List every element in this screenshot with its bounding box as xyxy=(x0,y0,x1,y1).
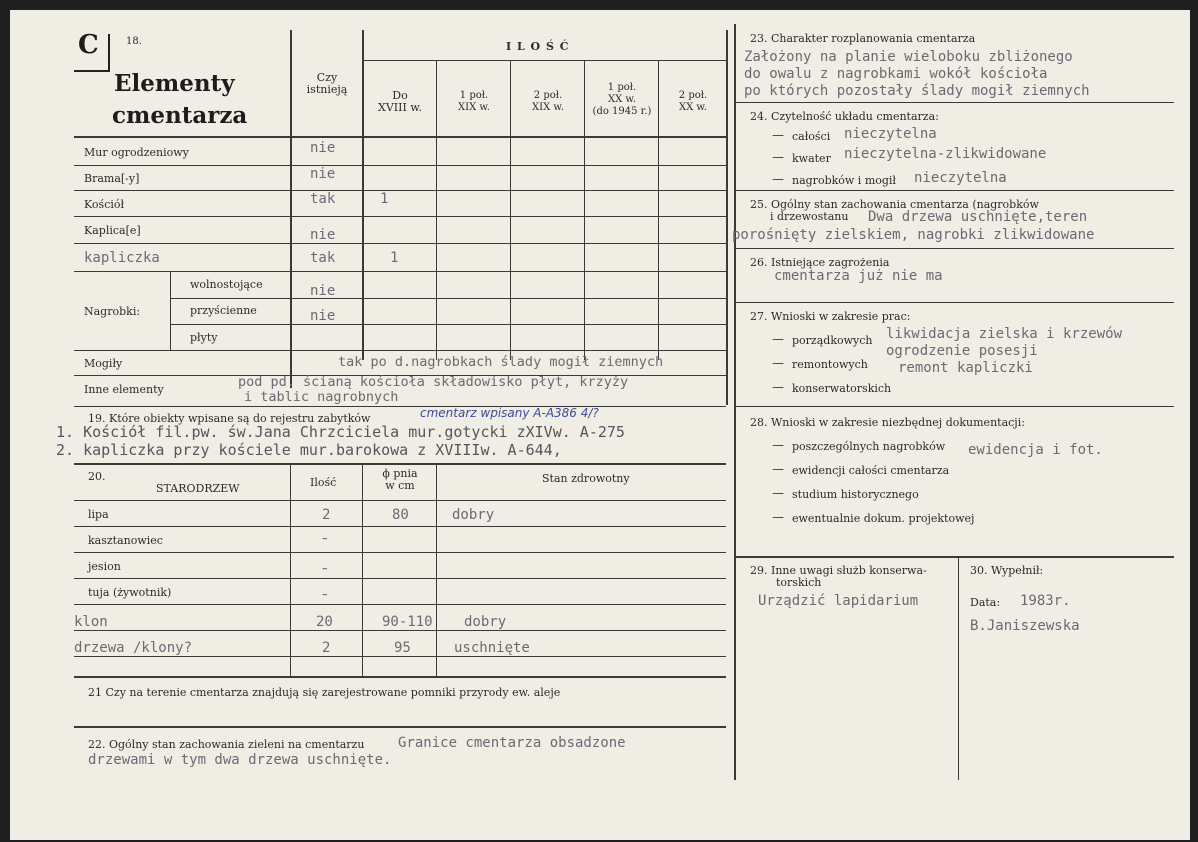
row-label-kaplica: Kaplica[e] xyxy=(84,224,141,237)
grid-line xyxy=(362,60,726,61)
kwater-value: nieczytelna-zlikwidowane xyxy=(844,146,1047,162)
value-kosciol-exists: tak xyxy=(310,191,336,207)
starodrzew-header: STARODRZEW xyxy=(156,482,240,495)
grid-line xyxy=(726,30,728,405)
row-line xyxy=(74,552,726,553)
col-ilosc-header: Ilość xyxy=(310,476,337,489)
value-kapliczka-exists: tak xyxy=(310,250,336,266)
tree-health: dobry xyxy=(452,507,495,523)
row-line xyxy=(74,165,726,166)
col-stan-header: Stan zdrowotny xyxy=(542,472,630,485)
value-inne-line2: i tablic nagrobnych xyxy=(244,389,399,405)
section-23-label: 23. Charakter rozplanowania cmentarza xyxy=(750,32,976,45)
grid-line xyxy=(436,463,437,676)
period-header-2 xyxy=(512,90,584,114)
section-26-label: 26. Istniejące zagrożenia xyxy=(750,256,890,269)
grid-line xyxy=(362,463,363,676)
value-kosciol-count: 1 xyxy=(380,191,389,207)
grid-line xyxy=(658,60,659,360)
section-line xyxy=(74,726,726,728)
date-label: Data: xyxy=(970,596,1001,609)
row-line xyxy=(170,298,726,299)
row-line xyxy=(74,216,726,217)
grid-line xyxy=(436,60,437,360)
czy-line1: Czy xyxy=(316,71,338,84)
grid-line xyxy=(362,30,364,360)
tree-name: drzewa /klony? xyxy=(74,640,193,656)
section-19-line2: 2. kapliczka przy kościele mur.barokowa z XVIIIw. A-644, xyxy=(56,441,562,459)
grid-line xyxy=(290,463,291,676)
section-29-text: Urządzić lapidarium xyxy=(758,593,919,609)
row-line xyxy=(74,630,726,631)
period-line: XX w. xyxy=(608,94,636,105)
period-line: XIX w. xyxy=(458,102,490,113)
nagrobkow-label: nagrobków i mogił xyxy=(792,174,897,187)
section-21-label: 21 Czy na terenie cmentarza znajdują się zarejestrowane pomniki przyrody ew. aleje xyxy=(88,686,561,699)
value-przyscienne-exists: nie xyxy=(310,308,336,324)
calosci-value: nieczytelna xyxy=(844,126,937,142)
period-header-4 xyxy=(660,90,726,114)
dash-bullet: — xyxy=(772,128,784,142)
kwater-label: kwater xyxy=(792,152,831,165)
period-line: XVIII w. xyxy=(378,101,422,114)
doc-item: poszczególnych nagrobków xyxy=(792,440,946,453)
section-27-label: 27. Wnioski w zakresie prac: xyxy=(750,310,911,323)
tree-name: jesion xyxy=(88,560,121,573)
remontowych-label: remontowych xyxy=(792,358,868,371)
section-28-value: ewidencja i fot. xyxy=(968,442,1103,458)
dash-bullet: — xyxy=(772,172,784,186)
section-22-text-line2: drzewami w tym dwa drzewa uschnięte. xyxy=(88,752,392,768)
col-fi-header xyxy=(364,468,436,492)
period-line: XX w. xyxy=(679,102,707,113)
section-23-line2: do owalu z nagrobkami wokół kościoła xyxy=(744,66,1048,82)
section-25-text-line2: porośnięty zielskiem, nagrobki zlikwidowane xyxy=(732,227,1095,243)
section-29-label-line2: torskich xyxy=(776,576,822,589)
czy-line2: istnieją xyxy=(306,83,348,96)
row-label-wolnostojace: wolnostojące xyxy=(190,278,263,291)
row-label-nagrobki: Nagrobki: xyxy=(84,305,141,318)
row-label-inne: Inne elementy xyxy=(84,383,164,396)
section-line xyxy=(734,248,1174,249)
row-line xyxy=(74,243,726,244)
row-line xyxy=(74,526,726,527)
porzadkowych-value: likwidacja zielska i krzewów xyxy=(886,326,1123,342)
row-label-mur: Mur ogrodzeniowy xyxy=(84,146,189,159)
period-line: Do xyxy=(392,89,408,102)
date-value: 1983r. xyxy=(1020,593,1071,609)
section-25-label-line1: 25. Ogólny stan zachowania cmentarza (nagrobków xyxy=(750,198,1039,211)
doc-item: ewidencji całości cmentarza xyxy=(792,464,950,477)
row-line xyxy=(74,190,726,191)
section-25-label-line2: i drzewostanu xyxy=(770,210,849,223)
grid-line xyxy=(74,136,726,138)
remontowych-value2: remont kapliczki xyxy=(898,360,1033,376)
grid-line xyxy=(958,556,959,780)
period-line: 1 poł. xyxy=(607,82,637,93)
tree-name: klon xyxy=(74,614,108,630)
row-label-plyty: płyty xyxy=(190,331,218,344)
tree-diameter: 90-110 xyxy=(382,614,433,630)
row-label-brama: Brama[-y] xyxy=(84,172,140,185)
col-fi-line2: w cm xyxy=(385,479,415,492)
row-label-kapliczka: kapliczka xyxy=(84,250,160,266)
ilosc-header: I L O Ś Ć xyxy=(506,40,570,53)
tree-count: 2 xyxy=(322,640,331,656)
dash-bullet: — xyxy=(772,510,784,524)
section-30-label: 30. Wypełnił: xyxy=(970,564,1044,577)
calosci-label: całości xyxy=(792,130,831,143)
section-line xyxy=(74,406,726,407)
row-line xyxy=(74,578,726,579)
inventory-card xyxy=(10,10,1190,840)
center-divider xyxy=(734,24,736,780)
nagrobkow-value: nieczytelna xyxy=(914,170,1007,186)
period-header-0 xyxy=(364,90,436,114)
tree-count: – xyxy=(322,562,328,575)
tree-health: dobry xyxy=(464,614,507,630)
dash-bullet: — xyxy=(772,438,784,452)
value-kaplica-exists: nie xyxy=(310,227,336,243)
grid-line xyxy=(170,271,171,350)
dash-bullet: — xyxy=(772,332,784,346)
section-22-text-line1: Granice cmentarza obsadzone xyxy=(398,735,626,751)
row-line xyxy=(170,324,726,325)
row-label-kosciol: Kościół xyxy=(84,198,125,211)
section-line xyxy=(734,406,1174,407)
form-letter: C xyxy=(78,30,99,60)
section-28-label: 28. Wnioski w zakresie niezbędnej dokumentacji: xyxy=(750,416,1025,429)
doc-item: ewentualnie dokum. projektowej xyxy=(792,512,975,525)
tree-health: uschnięte xyxy=(454,640,530,656)
tree-name: tuja (żywotnik) xyxy=(88,586,172,599)
row-label-mogily: Mogiły xyxy=(84,357,123,370)
row-line xyxy=(74,656,726,657)
value-wolnostojace-exists: nie xyxy=(310,283,336,299)
dash-bullet: — xyxy=(772,380,784,394)
section-18-title-line1: Elementy xyxy=(114,70,235,97)
tree-count: – xyxy=(322,588,328,601)
col-fi-line1: ϕ pnia xyxy=(382,467,418,480)
value-brama-exists: nie xyxy=(310,166,336,182)
row-label-przyscienne: przyścienne xyxy=(190,304,257,317)
tree-diameter: 95 xyxy=(394,640,411,656)
value-inne-line1: pod pd. ścianą kościoła składowisko płyt, krzyży xyxy=(238,374,629,390)
section-18-number: 18. xyxy=(126,36,142,47)
grid-line xyxy=(584,60,585,360)
remontowych-value1: ogrodzenie posesji xyxy=(886,343,1038,359)
czy-istnieja-header xyxy=(292,72,362,96)
section-23-line3: po których pozostały ślady mogił ziemnych xyxy=(744,83,1090,99)
section-18-title-line2: cmentarza xyxy=(112,102,248,129)
period-header-1 xyxy=(438,90,510,114)
section-line xyxy=(734,102,1174,103)
section-26-text: cmentarza już nie ma xyxy=(774,268,943,284)
value-kapliczka-count: 1 xyxy=(390,250,399,266)
dash-bullet: — xyxy=(772,462,784,476)
grid-line xyxy=(510,60,511,360)
section-line xyxy=(74,463,726,465)
section-23-line1: Założony na planie wieloboku zbliżonego xyxy=(744,49,1073,65)
section-25-text-line1: Dwa drzewa uschnięte,teren xyxy=(868,209,1088,225)
konserwatorskich-label: konserwatorskich xyxy=(792,382,892,395)
period-line: (do 1945 r.) xyxy=(592,106,652,117)
section-29-label-line1: 29. Inne uwagi służb konserwa- xyxy=(750,564,927,577)
dash-bullet: — xyxy=(772,486,784,500)
porzadkowych-label: porządkowych xyxy=(792,334,873,347)
dash-bullet: — xyxy=(772,356,784,370)
value-mur-exists: nie xyxy=(310,140,336,156)
tree-count: 20 xyxy=(316,614,333,630)
tree-count: – xyxy=(322,532,328,545)
section-line xyxy=(74,676,726,678)
section-line xyxy=(734,190,1174,191)
tree-diameter: 80 xyxy=(392,507,409,523)
section-line xyxy=(74,500,726,501)
period-line: XIX w. xyxy=(532,102,564,113)
section-19-line1: 1. Kościół fil.pw. św.Jana Chrzciciela mur.gotycki zXIVw. A-275 xyxy=(56,423,625,441)
dash-bullet: — xyxy=(772,150,784,164)
row-line xyxy=(74,604,726,605)
value-mogily: tak po d.nagrobkach ślady mogił ziemnych xyxy=(338,354,664,370)
section-line xyxy=(734,556,1174,558)
period-header-3 xyxy=(586,82,658,118)
tree-name: kasztanowiec xyxy=(88,534,163,547)
section-19-label: 19. Które obiekty wpisane są do rejestru zabytków xyxy=(88,412,371,425)
tree-count: 2 xyxy=(322,507,331,523)
author-value: B.Janiszewska xyxy=(970,618,1080,634)
section-19-handwritten: cmentarz wpisany A-A386 4/? xyxy=(420,406,599,420)
section-line xyxy=(734,302,1174,303)
period-line: 2 poł. xyxy=(678,90,708,101)
section-24-label: 24. Czytelność układu cmentarza: xyxy=(750,110,939,123)
tree-name: lipa xyxy=(88,508,109,521)
section-20-number: 20. xyxy=(88,470,106,483)
row-line xyxy=(74,271,726,272)
section-22-label: 22. Ogólny stan zachowania zieleni na cmentarzu xyxy=(88,738,365,751)
period-line: 2 poł. xyxy=(533,90,563,101)
period-line: 1 poł. xyxy=(459,90,489,101)
row-line xyxy=(74,350,726,351)
doc-item: studium historycznego xyxy=(792,488,919,501)
